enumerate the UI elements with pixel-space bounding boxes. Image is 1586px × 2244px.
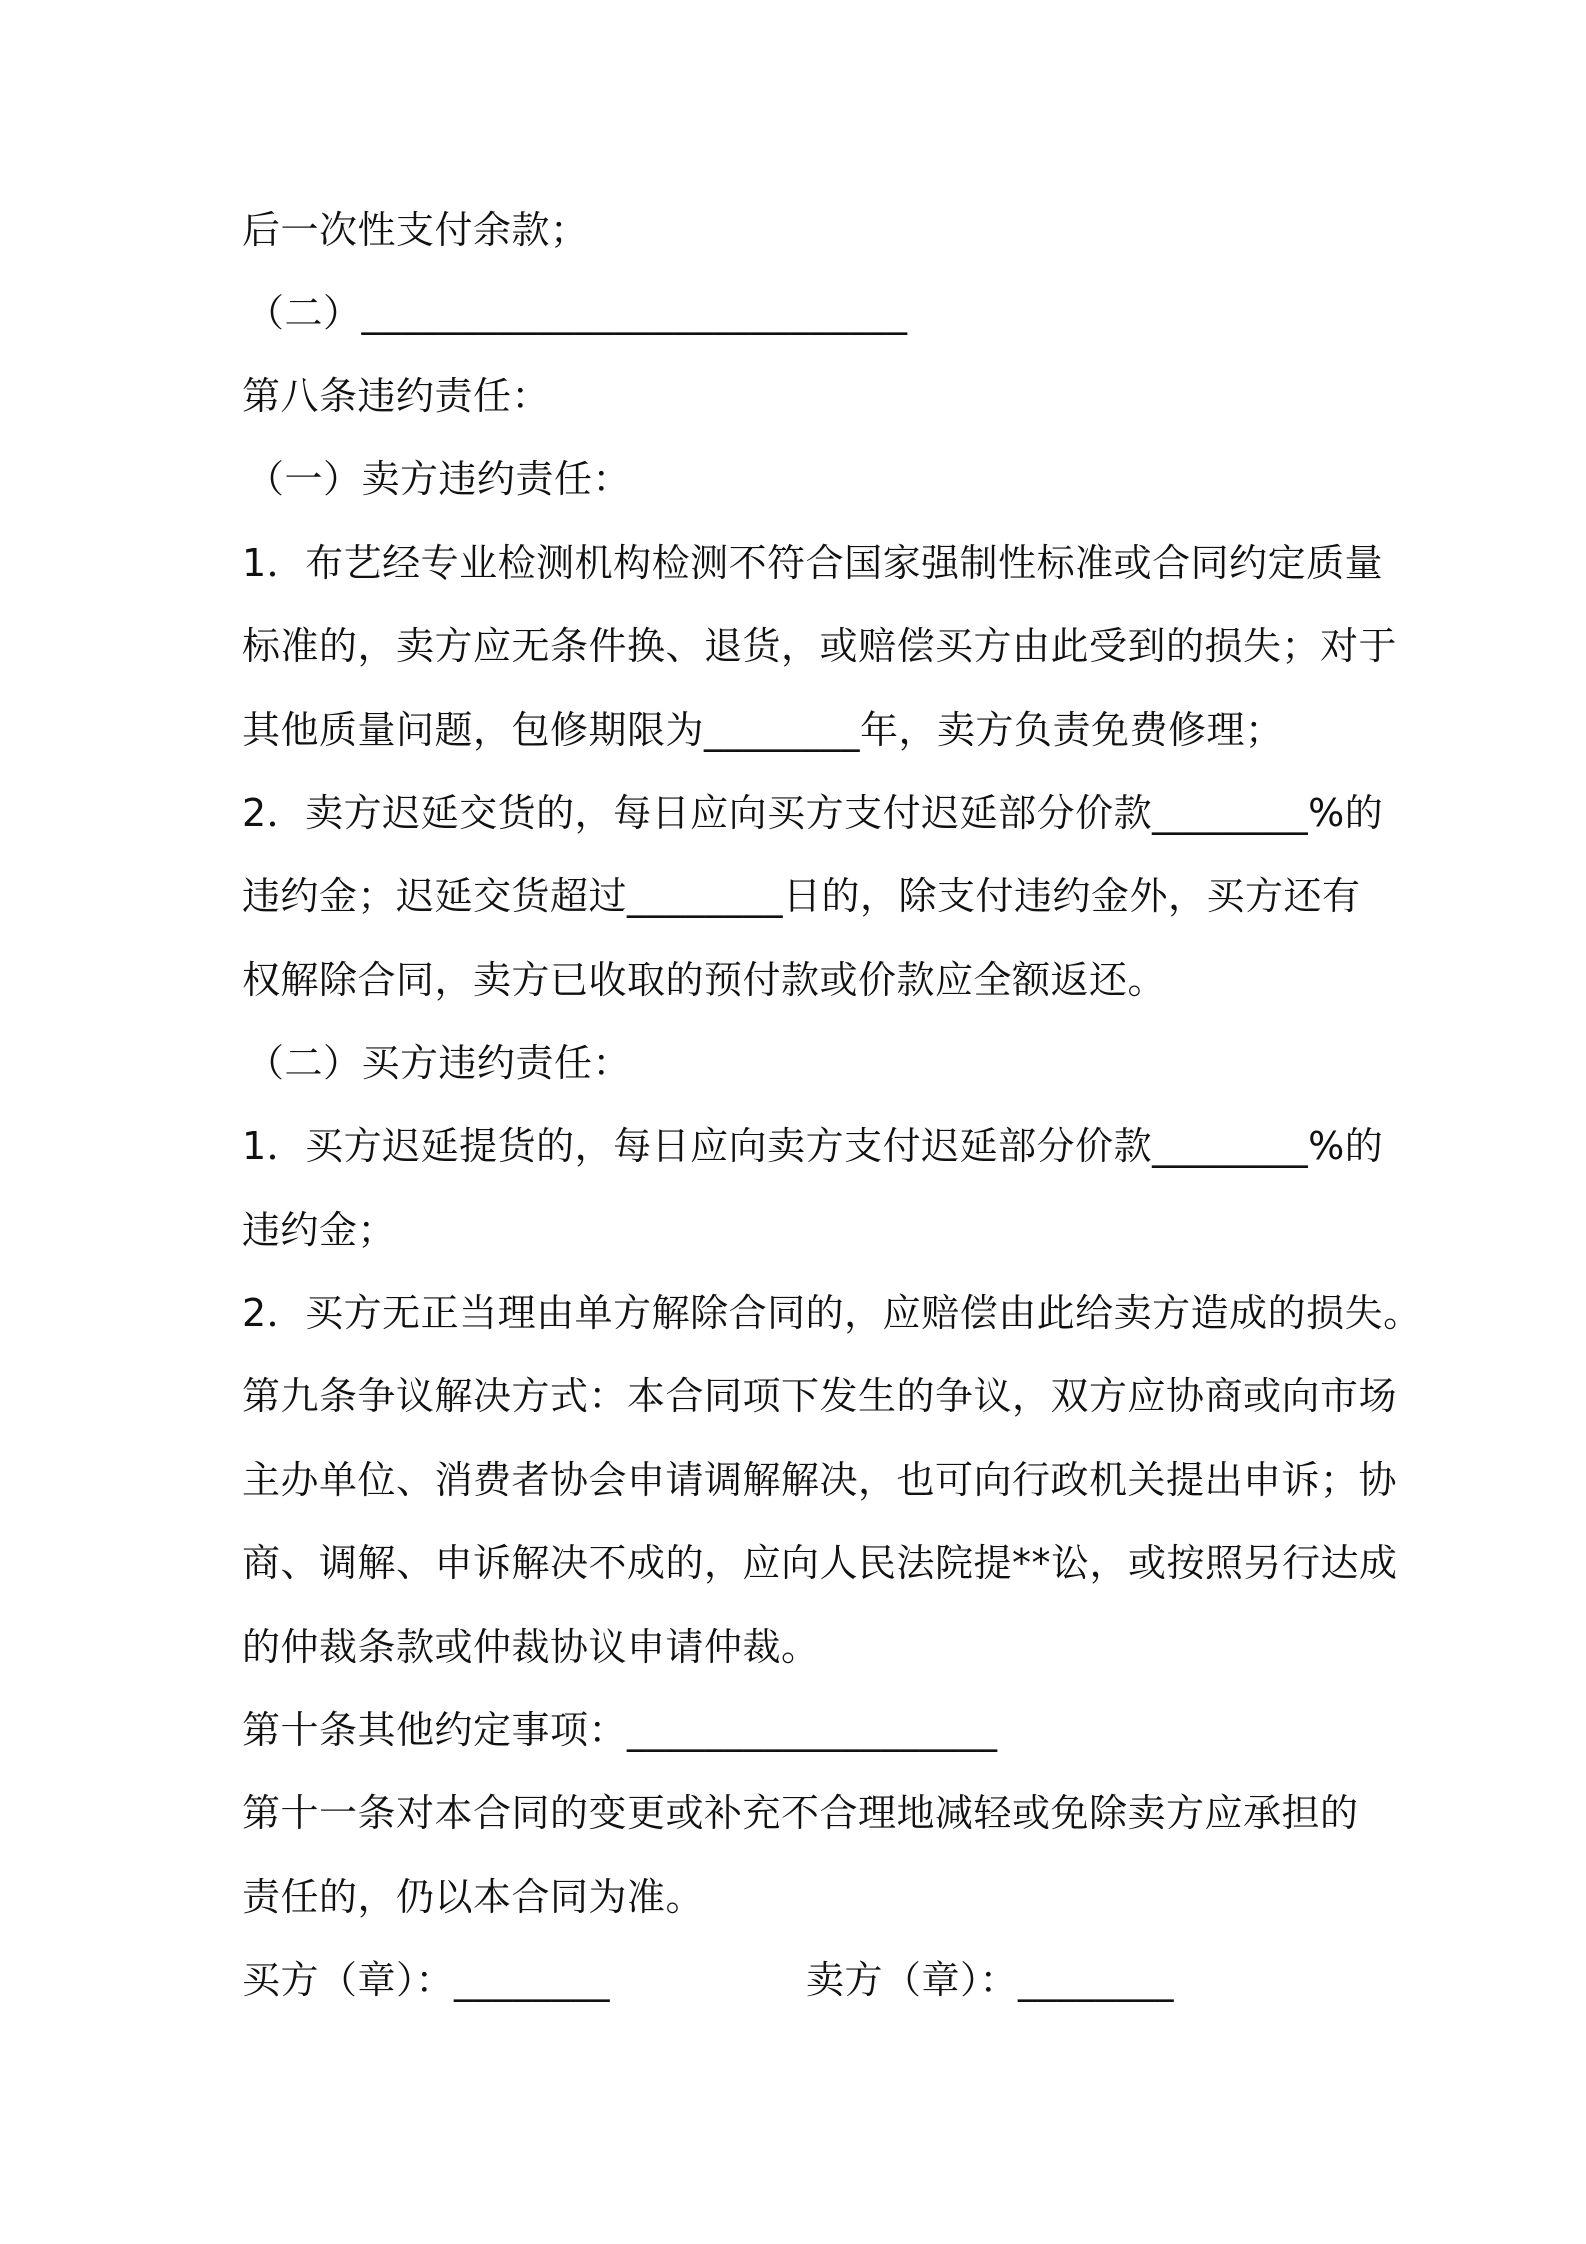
text-line-7: 其他质量问题，包修期限为________年，卖方负责免费修理；	[242, 708, 1284, 752]
buyer-signature: 买方（章）：________	[242, 1958, 611, 2002]
text-line-10: 权解除合同，卖方已收取的预付款或价款应全额返还。	[242, 958, 1167, 1002]
text-line-2: （二）____________________________	[246, 291, 908, 335]
text-line-21: 责任的，仍以本合同为准。	[242, 1875, 705, 1919]
text-line-16: 主办单位、消费者协会申请调解解决，也可向行政机关提出申诉；协	[242, 1458, 1398, 1502]
seller-signature: 卖方（章）：________	[806, 1958, 1175, 2002]
text-line-12: 1．买方迟延提货的，每日应向卖方支付迟延部分价款________%的	[242, 1124, 1384, 1168]
text-line-13: 违约金；	[242, 1208, 397, 1252]
text-line-20: 第十一条对本合同的变更或补充不合理地减轻或免除卖方应承担的	[242, 1791, 1359, 1835]
text-line-1: 后一次性支付余款；	[242, 208, 589, 252]
text-line-19: 第十条其他约定事项：___________________	[242, 1708, 998, 1752]
text-line-8: 2．卖方迟延交货的，每日应向买方支付迟延部分价款________%的	[242, 791, 1384, 835]
text-line-6: 标准的，卖方应无条件换、退货，或赔偿买方由此受到的损失；对于	[242, 624, 1398, 668]
text-line-11: （二）买方违约责任：	[246, 1041, 632, 1085]
text-line-17: 商、调解、申诉解决不成的，应向人民法院提**讼，或按照另行达成	[242, 1541, 1398, 1585]
text-line-14: 2．买方无正当理由单方解除合同的，应赔偿由此给卖方造成的损失。	[242, 1291, 1422, 1335]
text-line-5: 1．布艺经专业检测机构检测不符合国家强制性标准或合同约定质量	[242, 541, 1384, 585]
text-line-9: 违约金；迟延交货超过________日的，除支付违约金外，买方还有	[242, 874, 1361, 918]
text-line-18: 的仲裁条款或仲裁协议申请仲裁。	[242, 1625, 820, 1669]
text-line-15: 第九条争议解决方式：本合同项下发生的争议，双方应协商或向市场	[242, 1374, 1398, 1418]
text-line-3: 第八条违约责任：	[242, 374, 551, 418]
text-line-4: （一）卖方违约责任：	[246, 457, 632, 501]
